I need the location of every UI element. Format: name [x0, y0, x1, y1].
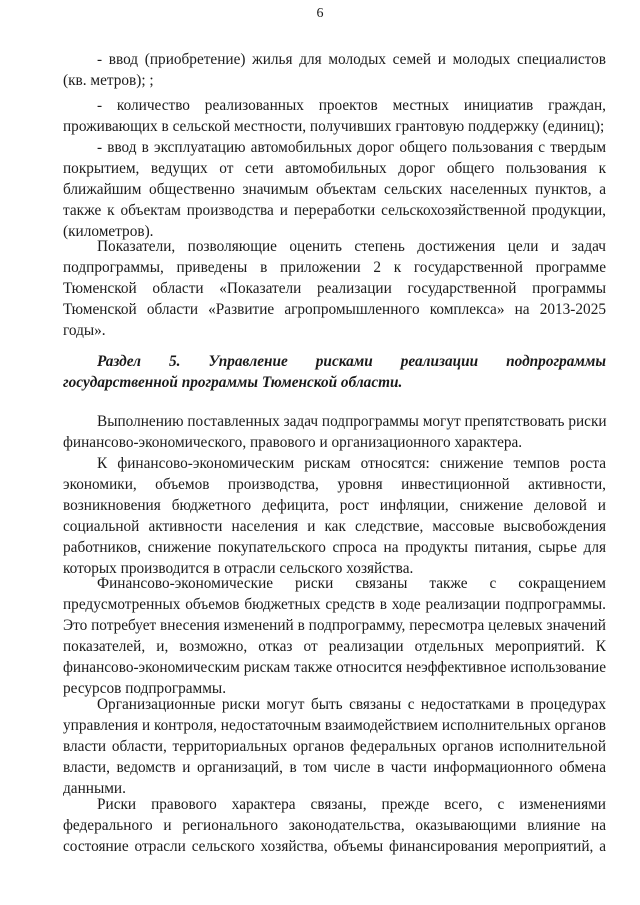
paragraph: [63, 794, 606, 857]
page-number: 6: [316, 6, 324, 21]
paragraph: [63, 573, 606, 699]
text-line: Выполнению поставленных задач подпрограммы могут препятствовать риски: [97, 413, 607, 430]
text-line: Тюменской области «Развитие агропромышленного комплекса» на 2013-2025: [63, 301, 606, 318]
paragraph: [63, 411, 606, 453]
text-line: финансово-экономическим рискам также относится неэффективное использование: [63, 659, 606, 676]
text-line: проживающих в сельской местности, получивших грантовую поддержку (единиц);: [63, 118, 605, 135]
text-line: возникновения бюджетного дефицита, рост инфляции, снижение деловой и: [63, 497, 606, 514]
text-line: Риски правового характера связаны, прежде всего, с изменениями: [97, 796, 606, 813]
text-line: Тюменской области «Показатели реализации государственной программы: [63, 280, 606, 297]
text-line: показателей, и, возможно, отказ от реализации отдельных мероприятий. К: [63, 638, 606, 655]
text-line: власти области, территориальных органов федеральных органов исполнительной: [63, 738, 606, 755]
text-line: (километров).: [63, 223, 154, 240]
text-line: (кв. метров); ;: [63, 72, 154, 89]
text-line: - количество реализованных проектов местных инициатив граждан,: [97, 97, 606, 114]
text-line: - ввод в эксплуатацию автомобильных дорог общего пользования с твердым: [97, 139, 606, 156]
text-line: ресурсов подпрограммы.: [63, 680, 227, 697]
text-line: ближайшим общественно значимым объектам сельских населенных пунктов, а: [63, 181, 606, 198]
paragraph: [63, 453, 606, 579]
text-line: Показатели, позволяющие оценить степень достижения цели и задач: [97, 238, 606, 255]
text-line: годы».: [63, 322, 106, 339]
text-line: власти, ведомств и организаций, в том числе в части информационного обмена: [63, 759, 606, 776]
text-line: К финансово-экономическим рискам относятся: снижение темпов роста: [97, 455, 606, 472]
text-line: Раздел 5. Управление рисками реализации подпрограммы: [97, 353, 606, 370]
text-line: Финансово-экономические риски связаны также с сокращением: [97, 575, 606, 592]
text-line: финансово-экономического, правового и организационного характера.: [63, 434, 523, 451]
paragraph: [63, 236, 606, 341]
paragraph: [63, 694, 606, 799]
text-line: - ввод (приобретение) жилья для молодых семей и молодых специалистов: [97, 51, 606, 68]
text-line: работников, снижение покупательского спроса на продукты питания, сырье для: [63, 539, 606, 556]
paragraph: [63, 95, 606, 137]
text-line: также к объектам производства и переработки сельскохозяйственной продукции,: [63, 202, 606, 219]
text-line: Это потребует внесения изменений в подпрограмму, пересмотра целевых значений: [63, 617, 606, 634]
text-line: которых производится в отрасли сельского хозяйства.: [63, 560, 414, 577]
text-line: социальной активности населения и как следствие, массовые высвобождения: [63, 518, 606, 535]
text-line: государственной программы Тюменской области.: [63, 374, 403, 391]
text-line: управления и контроля, недостаточным взаимодействием исполнительных органов: [63, 717, 606, 734]
text-line: Организационные риски могут быть связаны с недостатками в процедурах: [97, 696, 606, 713]
text-line: состояние отрасли сельского хозяйства, объемы финансирования мероприятий, а: [63, 838, 606, 855]
text-line: данными.: [63, 780, 126, 797]
text-line: покрытием, ведущих от сети автомобильных дорог общего пользования к: [63, 160, 606, 177]
text-line: экономики, объемов производства, уровня инвестиционной активности,: [63, 476, 606, 493]
text-line: предусмотренных объемов бюджетных средств в ходе реализации подпрограммы.: [63, 596, 606, 613]
paragraph: [63, 137, 606, 242]
text-line: федерального и регионального законодательства, оказывающими влияние на: [63, 817, 606, 834]
section-heading: [63, 351, 606, 393]
paragraph: [63, 49, 606, 91]
text-line: подпрограммы, приведены в приложении 2 к государственной программе: [63, 259, 606, 276]
